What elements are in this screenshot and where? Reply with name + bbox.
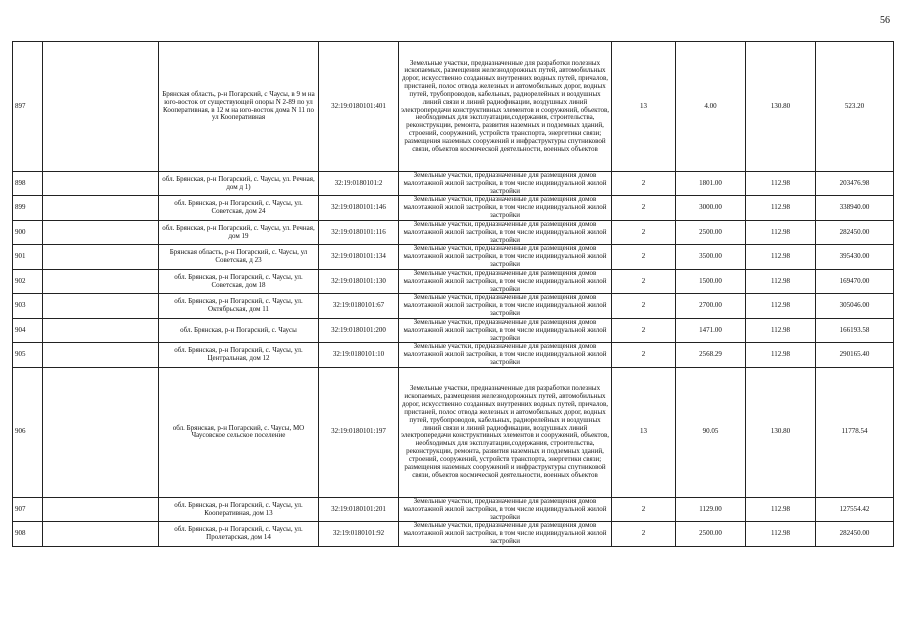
area-cell: 1471.00 bbox=[676, 318, 746, 342]
blank-cell bbox=[43, 522, 159, 546]
cadastral-number-cell: 32:19:0180101:2 bbox=[319, 172, 399, 196]
land-use-cell: Земельные участки, предназначенные для размещения домов малоэтажной жилой застройки, в том числе индивидуальной жилой застройки bbox=[399, 269, 612, 293]
row-number-cell: 903 bbox=[13, 294, 43, 318]
cadastral-number-cell: 32:19:0180101:401 bbox=[319, 42, 399, 172]
area-cell: 1500.00 bbox=[676, 269, 746, 293]
group-code-cell: 2 bbox=[612, 220, 676, 244]
blank-cell bbox=[43, 269, 159, 293]
area-cell: 2500.00 bbox=[676, 220, 746, 244]
rate-cell: 112.98 bbox=[746, 220, 816, 244]
address-cell: обл. Брянская, р-н Погарский, с. Чаусы, ул. Кооперативная, дом 13 bbox=[159, 497, 319, 521]
area-cell: 1129.00 bbox=[676, 497, 746, 521]
rate-cell: 112.98 bbox=[746, 522, 816, 546]
cadastral-value-cell: 127554.42 bbox=[816, 497, 894, 521]
cadastral-value-cell: 282450.00 bbox=[816, 522, 894, 546]
group-code-cell: 2 bbox=[612, 343, 676, 367]
row-number-cell: 899 bbox=[13, 196, 43, 220]
address-cell: Брянская область, р-н Погарский, с. Чаусы, ул Советская, д 23 bbox=[159, 245, 319, 269]
table-row bbox=[13, 294, 894, 318]
land-use-cell: Земельные участки, предназначенные для разработки полезных ископаемых, размещения железнодорожных путей, автомобильных дорог, искусственно созданных внутренних водных путей, причалов, пристаней, полос отвода железных и автомобильных дорог, водных путей, трубопроводов, кабельных, радиорелейных и воздушных линий связи и линий радиофикации, воздушных линий электропередачи конструктивных элементов и сооружений, объектов, необходимых для эксплуатации,содержания, строительства, реконструкции, ремонта, развития наземных и подземных зданий, строений, сооружений, устройств транспорта, энергетики связи; размещения наземных сооружений и инфраструктуры спутниковой связи, объектов космической деятельности, военных объектов bbox=[399, 42, 612, 172]
address-cell: обл. Брянская, р-н Погарский, с. Чаусы, ул. Речная, дом 19 bbox=[159, 220, 319, 244]
page-number: 56 bbox=[880, 15, 890, 26]
area-cell: 2568.29 bbox=[676, 343, 746, 367]
address-cell: обл. Брянская, р-н Погарский, с. Чаусы, ул. Пролетарская, дом 14 bbox=[159, 522, 319, 546]
cadastral-number-cell: 32:19:0180101:197 bbox=[319, 367, 399, 497]
cadastral-number-cell: 32:19:0180101:67 bbox=[319, 294, 399, 318]
group-code-cell: 2 bbox=[612, 196, 676, 220]
land-use-cell: Земельные участки, предназначенные для размещения домов малоэтажной жилой застройки, в том числе индивидуальной жилой застройки bbox=[399, 318, 612, 342]
cadastral-number-cell: 32:19:0180101:130 bbox=[319, 269, 399, 293]
land-use-cell: Земельные участки, предназначенные для размещения домов малоэтажной жилой застройки, в том числе индивидуальной жилой застройки bbox=[399, 220, 612, 244]
row-number-cell: 908 bbox=[13, 522, 43, 546]
land-use-cell: Земельные участки, предназначенные для размещения домов малоэтажной жилой застройки, в том числе индивидуальной жилой застройки bbox=[399, 172, 612, 196]
rate-cell: 112.98 bbox=[746, 245, 816, 269]
group-code-cell: 2 bbox=[612, 522, 676, 546]
row-number-cell: 897 bbox=[13, 42, 43, 172]
land-use-cell: Земельные участки, предназначенные для размещения домов малоэтажной жилой застройки, в том числе индивидуальной жилой застройки bbox=[399, 196, 612, 220]
table-row bbox=[13, 42, 894, 172]
blank-cell bbox=[43, 196, 159, 220]
blank-cell bbox=[43, 220, 159, 244]
cadastral-value-cell: 305046.00 bbox=[816, 294, 894, 318]
cadastral-value-cell: 523.20 bbox=[816, 42, 894, 172]
table-row bbox=[13, 196, 894, 220]
row-number-cell: 906 bbox=[13, 367, 43, 497]
address-cell: обл. Брянская, р-н Погарский, с. Чаусы, ул. Советская, дом 24 bbox=[159, 196, 319, 220]
table-row bbox=[13, 343, 894, 367]
blank-cell bbox=[43, 245, 159, 269]
address-cell: обл. Брянская, р-н Погарский, с. Чаусы, ул. Октябрьская, дом 11 bbox=[159, 294, 319, 318]
cadastral-number-cell: 32:19:0180101:92 bbox=[319, 522, 399, 546]
cadastral-value-cell: 338940.00 bbox=[816, 196, 894, 220]
blank-cell bbox=[43, 172, 159, 196]
cadastral-value-cell: 11778.54 bbox=[816, 367, 894, 497]
land-use-cell: Земельные участки, предназначенные для размещения домов малоэтажной жилой застройки, в том числе индивидуальной жилой застройки bbox=[399, 522, 612, 546]
cadastral-number-cell: 32:19:0180101:146 bbox=[319, 196, 399, 220]
group-code-cell: 2 bbox=[612, 269, 676, 293]
table-row bbox=[13, 172, 894, 196]
row-number-cell: 901 bbox=[13, 245, 43, 269]
cadastral-number-cell: 32:19:0180101:10 bbox=[319, 343, 399, 367]
table-body bbox=[13, 42, 894, 547]
row-number-cell: 904 bbox=[13, 318, 43, 342]
cadastral-value-cell: 166193.58 bbox=[816, 318, 894, 342]
rate-cell: 112.98 bbox=[746, 497, 816, 521]
blank-cell bbox=[43, 367, 159, 497]
area-cell: 1801.00 bbox=[676, 172, 746, 196]
row-number-cell: 905 bbox=[13, 343, 43, 367]
cadastral-value-cell: 395430.00 bbox=[816, 245, 894, 269]
land-use-cell: Земельные участки, предназначенные для размещения домов малоэтажной жилой застройки, в том числе индивидуальной жилой застройки bbox=[399, 343, 612, 367]
rate-cell: 112.98 bbox=[746, 196, 816, 220]
rate-cell: 112.98 bbox=[746, 343, 816, 367]
group-code-cell: 2 bbox=[612, 245, 676, 269]
group-code-cell: 13 bbox=[612, 367, 676, 497]
row-number-cell: 902 bbox=[13, 269, 43, 293]
table-row bbox=[13, 522, 894, 546]
blank-cell bbox=[43, 497, 159, 521]
table-row bbox=[13, 269, 894, 293]
cadastral-number-cell: 32:19:0180101:116 bbox=[319, 220, 399, 244]
area-cell: 3000.00 bbox=[676, 196, 746, 220]
blank-cell bbox=[43, 294, 159, 318]
land-use-cell: Земельные участки, предназначенные для размещения домов малоэтажной жилой застройки, в том числе индивидуальной жилой застройки bbox=[399, 294, 612, 318]
rate-cell: 112.98 bbox=[746, 294, 816, 318]
address-cell: обл. Брянская, р-н Погарский, с. Чаусы, МО Чаусовское сельское поселение bbox=[159, 367, 319, 497]
table-row bbox=[13, 367, 894, 497]
address-cell: обл. Брянская, р-н Погарский, с. Чаусы, ул. Центральная, дом 12 bbox=[159, 343, 319, 367]
cadastral-value-cell: 290165.40 bbox=[816, 343, 894, 367]
address-cell: Брянская область, р-н Погарский, с Чаусы, в 9 м на юго-восток от существующей опоры N 2-89 по ул Кооперативная, в 12 м на юго-восток дома N 11 по ул Кооперативная bbox=[159, 42, 319, 172]
rate-cell: 112.98 bbox=[746, 318, 816, 342]
address-cell: обл. Брянская, р-н Погарский, с. Чаусы, ул. Речная, дом д 1) bbox=[159, 172, 319, 196]
area-cell: 2500.00 bbox=[676, 522, 746, 546]
group-code-cell: 2 bbox=[612, 318, 676, 342]
rate-cell: 130.80 bbox=[746, 42, 816, 172]
group-code-cell: 2 bbox=[612, 172, 676, 196]
row-number-cell: 907 bbox=[13, 497, 43, 521]
table-row bbox=[13, 497, 894, 521]
cadastral-value-cell: 282450.00 bbox=[816, 220, 894, 244]
area-cell: 4.00 bbox=[676, 42, 746, 172]
land-use-cell: Земельные участки, предназначенные для размещения домов малоэтажной жилой застройки, в том числе индивидуальной жилой застройки bbox=[399, 497, 612, 521]
area-cell: 2700.00 bbox=[676, 294, 746, 318]
land-use-cell: Земельные участки, предназначенные для размещения домов малоэтажной жилой застройки, в том числе индивидуальной жилой застройки bbox=[399, 245, 612, 269]
blank-cell bbox=[43, 343, 159, 367]
row-number-cell: 900 bbox=[13, 220, 43, 244]
cadastral-number-cell: 32:19:0180101:201 bbox=[319, 497, 399, 521]
blank-cell bbox=[43, 318, 159, 342]
cadastral-value-cell: 169470.00 bbox=[816, 269, 894, 293]
area-cell: 90.05 bbox=[676, 367, 746, 497]
land-use-cell: Земельные участки, предназначенные для разработки полезных ископаемых, размещения железнодорожных путей, автомобильных дорог, искусственно созданных внутренних водных путей, причалов, пристаней, полос отвода железных и автомобильных дорог, водных путей, трубопроводов, кабельных, радиорелейных и воздушных линий связи и линий радиофикации, воздушных линий электропередачи конструктивных элементов и сооружений, объектов, необходимых для эксплуатации,содержания, строительства, реконструкции, ремонта, развития наземных и подземных зданий, строений, сооружений, устройств транспорта, энергетики связи; размещения наземных сооружений и инфраструктуры спутниковой связи, объектов космической деятельности, военных объектов bbox=[399, 367, 612, 497]
rate-cell: 130.80 bbox=[746, 367, 816, 497]
cadastral-number-cell: 32:19:0180101:200 bbox=[319, 318, 399, 342]
area-cell: 3500.00 bbox=[676, 245, 746, 269]
table-row bbox=[13, 220, 894, 244]
group-code-cell: 2 bbox=[612, 497, 676, 521]
cadastral-number-cell: 32:19:0180101:134 bbox=[319, 245, 399, 269]
table-row bbox=[13, 318, 894, 342]
cadastral-value-cell: 203476.98 bbox=[816, 172, 894, 196]
address-cell: обл. Брянская, р-н Погарский, с. Чаусы, ул. Советская, дом 18 bbox=[159, 269, 319, 293]
group-code-cell: 13 bbox=[612, 42, 676, 172]
rate-cell: 112.98 bbox=[746, 172, 816, 196]
land-registry-table bbox=[12, 41, 894, 547]
table-row bbox=[13, 245, 894, 269]
row-number-cell: 898 bbox=[13, 172, 43, 196]
rate-cell: 112.98 bbox=[746, 269, 816, 293]
group-code-cell: 2 bbox=[612, 294, 676, 318]
address-cell: обл. Брянская, р-н Погарский, с. Чаусы bbox=[159, 318, 319, 342]
blank-cell bbox=[43, 42, 159, 172]
